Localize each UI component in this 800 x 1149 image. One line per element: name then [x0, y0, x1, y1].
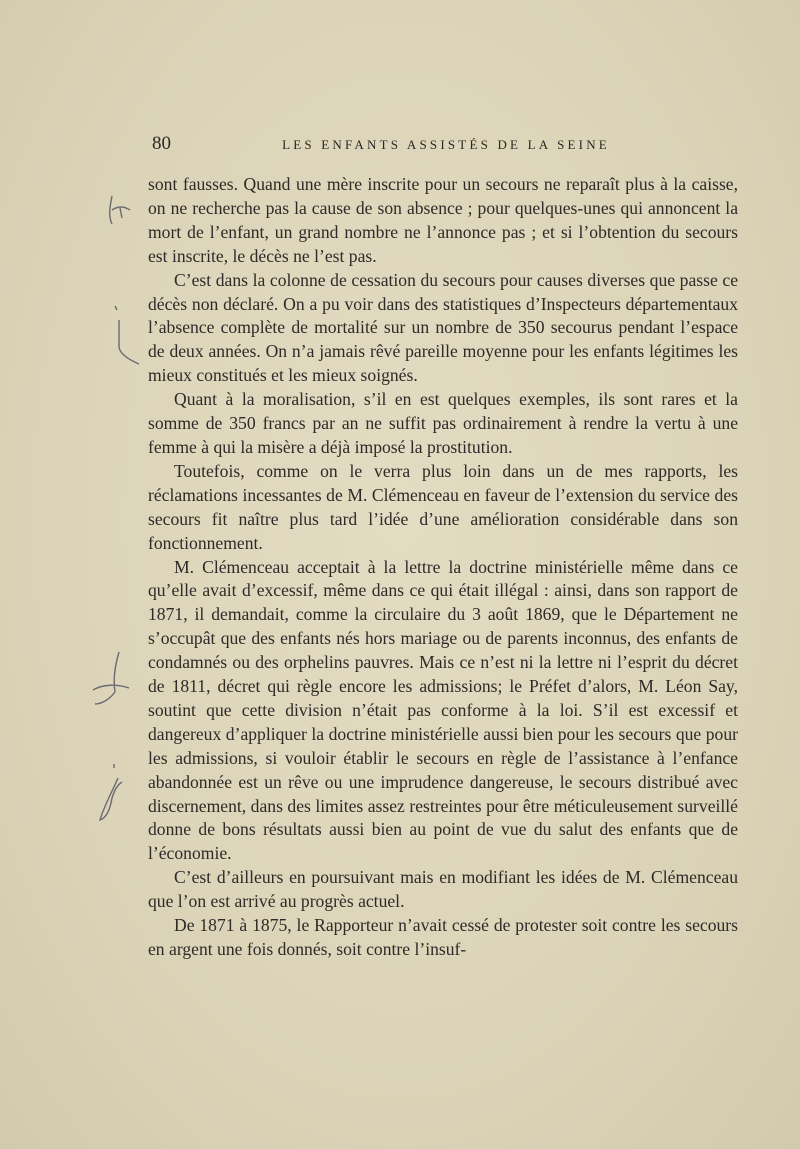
paragraph: C’est dans la colonne de cessation du secours pour causes diverses que passe ce décès non déclaré. On a pu voir dans des statistiques d’Inspecteurs départementaux l’absence complète de mortalité sur un nombre de 350 secourus pendant l’espace de deux années. On n’a jamais rêvé pareille moyenne pour les enfants légitimes les mieux constitués et les mieux soignés. [148, 269, 738, 386]
paragraph: Quant à la moralisation, s’il en est quelques exemples, ils sont rares et la somme de 350 francs par an ne suffit pas ordinairement à rendre la vertu à une femme à qui la misère a déjà imposé la prostitution. [148, 389, 738, 457]
paragraph: M. Clémenceau acceptait à la lettre la doctrine ministérielle même dans ce qu’elle avait d’excessif, même dans ce qui était illégal : ainsi, dans son rapport de 1871, il demandait, comme la circulaire du 3 août 1869, que le Département ne s’occupât que des enfants nés hors mariage ou de parents inconnus, des enfants de condamnés ou des orphelins pauvres. Mais ce n’est ni la lettre ni l’esprit du décret de 1811, décret qui règle encore les admissions; le Préfet d’alors, M. Léon Say, soutint que cette division n’était pas conforme à la loi. S’il est excessif et dangereux d’appliquer la doctrine ministérielle aussi bien pour les secours que pour les admissions, si vouloir établir le secours en règle de l’assistance à l’enfance abandonnée est un rêve ou une imprudence dangereuse, le secours distribué avec discernement, dans des limites assez restreintes pour être méticuleusement surveillé donne de bons résultats aussi bien au point de vue du salut des enfants que de l’économie. [148, 556, 738, 864]
body-text [148, 173, 738, 962]
pencil-cross-icon [85, 648, 135, 708]
page-header [152, 133, 740, 159]
running-title: LES ENFANTS ASSISTÉS DE LA SEINE [282, 137, 610, 152]
paragraph-continuation: sont fausses. Quand une mère inscrite pour un secours ne reparaît plus à la caisse, on ne recherche pas la cause de son absence ; pour quelques-unes qui annoncent la mort de l’enfant, un grand nombre ne l’annonce pas ; et si l’obtention du secours est inscrite, le décès ne l’est pas. [148, 174, 738, 266]
paragraph: C’est d’ailleurs en poursuivant mais en modifiant les idées de M. Clémenceau que l’on est arrivé au progrès actuel. [148, 867, 738, 912]
pencil-mark-icon [100, 192, 140, 232]
pencil-squiggle-icon [92, 762, 132, 832]
paragraph: Toutefois, comme on le verra plus loin dans un de mes rapports, les réclamations incessantes de M. Clémenceau en faveur de l’extension du service des secours fit naître plus tard l’idée d’une amélioration considérable dans son fonctionnement. [148, 460, 738, 553]
paragraph-last: De 1871 à 1875, le Rapporteur n’avait cessé de protester soit contre les secours en argent une fois donnés, soit contre l’insuf- [148, 915, 738, 959]
pencil-bracket-icon [105, 302, 145, 372]
page-number: 80 [152, 133, 171, 154]
